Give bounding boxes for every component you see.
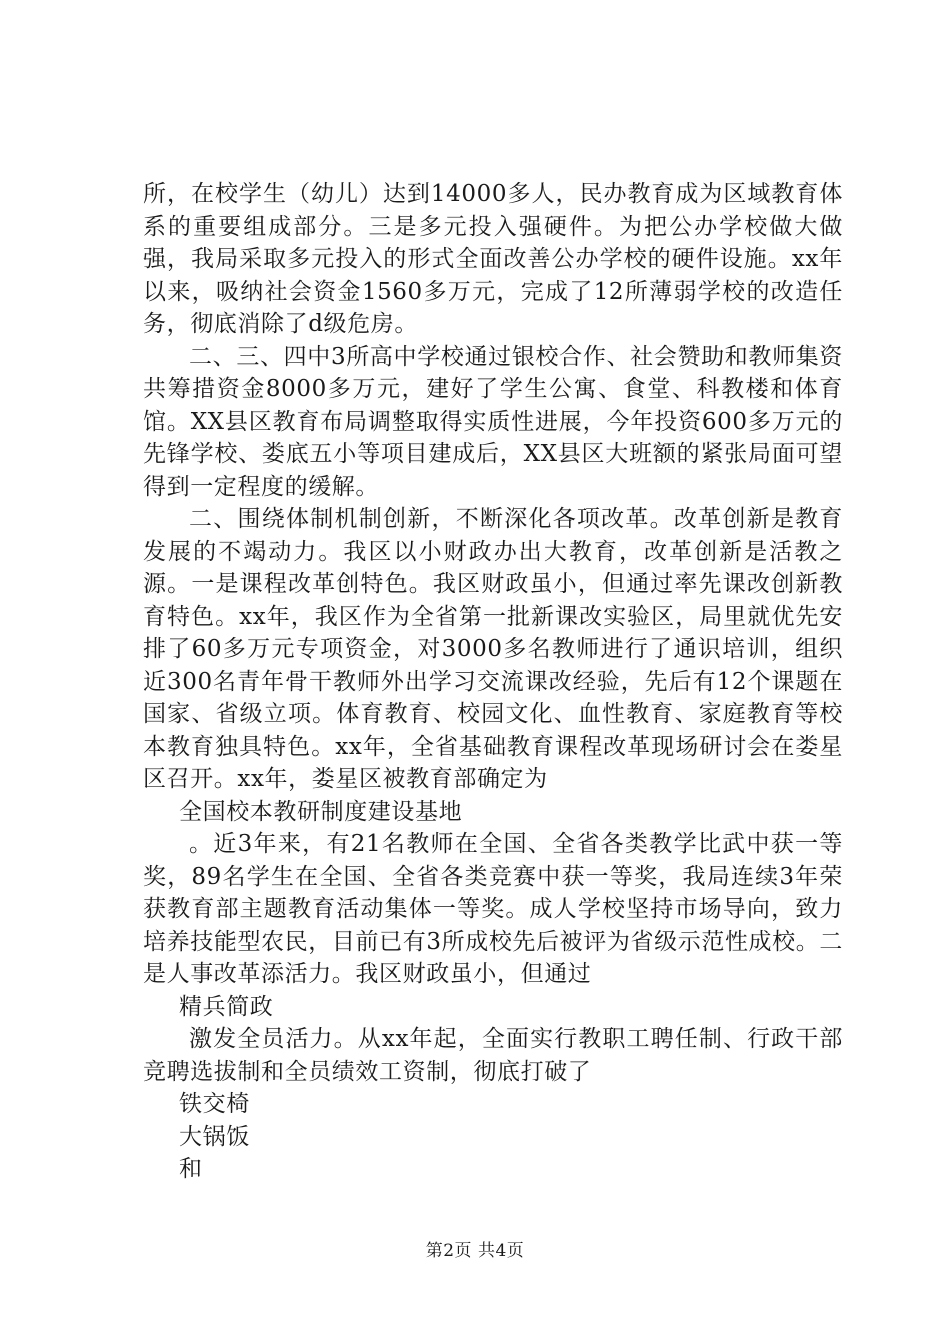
page-number-label: 第2页 共4页 bbox=[425, 1241, 525, 1261]
paragraph: 大锅饭 bbox=[179, 1123, 250, 1150]
paragraph: 二、三、四中3所高中学校通过银校合作、社会赞助和教师集资共筹措资金8000多万元，建好了学生公寓、食堂、科教楼和体育馆。XX县区教育布局调整取得实质性进展，今年投资600多万元的先锋学校、娄底五小等项目建成后，XX县区大班额的紧张局面可望得到一定程度的缓解。 bbox=[143, 343, 843, 500]
paragraph: 二、围绕体制机制创新，不断深化各项改革。改革创新是教育发展的不竭动力。我区以小财政办出大教育，改革创新是活教之源。一是课程改革创特色。我区财政虽小，但通过率先课改创新教育特色。xx年，我区作为全省第一批新课改实验区，局里就优先安排了60多万元专项资金，对3000多名教师进行了通识培训，组织近300名青年骨干教师外出学习交流课改经验，先后有12个课题在国家、省级立项。体育教育、校园文化、血性教育、家庭教育等校本教育独具特色。xx年，全省基础教育课程改革现场研讨会在娄星区召开。xx年，娄星区被教育部确定为 bbox=[143, 506, 843, 792]
paragraph: 。近3年来，有21名教师在全国、全省各类教学比武中获一等奖，89名学生在全国、全省各类竞赛中获一等奖，我局连续3年荣获教育部主题教育活动集体一等奖。成人学校坚持市场导向，致力培养技能型农民，目前已有3所成校先后被评为省级示范性成校。二是人事改革添活力。我区财政虽小，但通过 bbox=[143, 831, 843, 987]
paragraph: 和 bbox=[179, 1156, 203, 1182]
paragraph: 所，在校学生（幼儿）达到14000多人，民办教育成为区域教育体系的重要组成部分。三是多元投入强硬件。为把公办学校做大做强，我局采取多元投入的形式全面改善公办学校的硬件设施。xx年以来，吸纳社会资金1560多万元，完成了12所薄弱学校的改造任务，彻底消除了d级危房。 bbox=[143, 181, 843, 337]
document-body bbox=[143, 178, 843, 1186]
paragraph: 激发全员活力。从xx年起，全面实行教职工聘任制、行政干部竞聘选拔制和全员绩效工资制，彻底打破了 bbox=[143, 1026, 843, 1085]
page-footer bbox=[0, 1236, 950, 1261]
paragraph: 铁交椅 bbox=[179, 1091, 250, 1117]
paragraph: 精兵简政 bbox=[179, 993, 274, 1020]
paragraph: 全国校本教研制度建设基地 bbox=[179, 798, 463, 825]
